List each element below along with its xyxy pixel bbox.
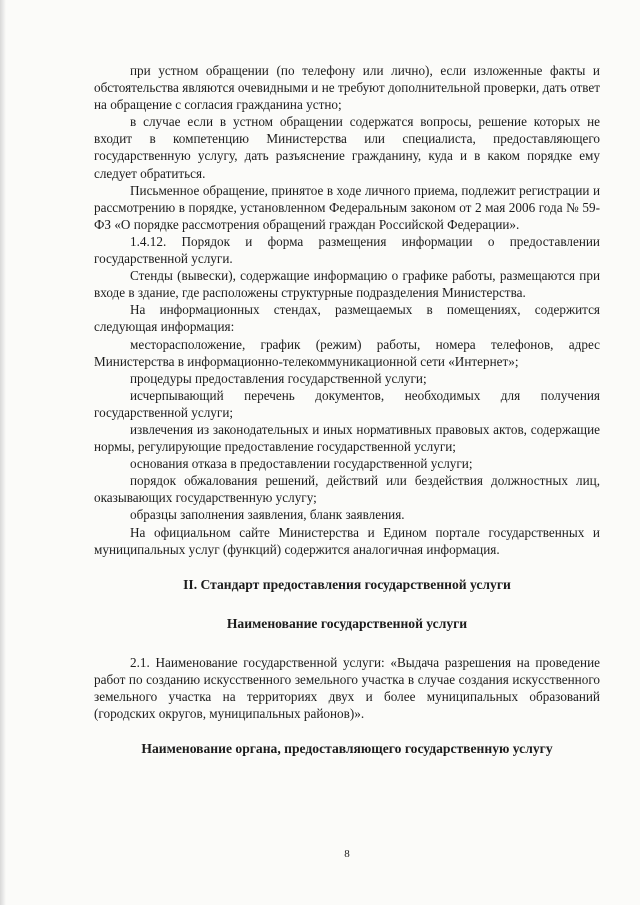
list-item-appeal-procedure: порядок обжалования решений, действий или бездействия должностных лиц, оказывающих государственную услугу; xyxy=(94,473,600,506)
page-number: 8 xyxy=(344,848,350,860)
paragraph-oral-clarification: в случае если в устном обращении содержатся вопросы, решение которых не входит в компетенцию Министерства или специалиста, предоставляющего государственную услугу, дать разъяснение гражданину, куда и в каком порядке ему следует обратиться. xyxy=(94,114,600,181)
list-item-location: месторасположение, график (режим) работы, номера телефонов, адрес Министерства в информационно-телекоммуникационной сети «Интернет»; xyxy=(94,336,600,369)
list-item-form-samples: образцы заполнения заявления, бланк заявления. xyxy=(130,507,405,523)
list-item-documents: исчерпывающий перечень документов, необходимых для получения государственной услуги; xyxy=(94,387,600,420)
list-item-procedures: процедуры предоставления государственной услуги; xyxy=(130,370,427,386)
service-name-heading: Наименование государственной услуги xyxy=(226,615,468,631)
paragraph-stands: Стенды (вывески), содержащие информацию о графике работы, размещаются при входе в здание, где расположены структурные подразделения Министерства. xyxy=(94,268,600,301)
paragraph-info-stands: На информационных стендах, размещаемых в помещениях, содержится следующая информация: xyxy=(94,302,600,335)
paragraph-website: На официальном сайте Министерства и Едином портале государственных и муниципальных услуг (функций) содержится аналогичная информация. xyxy=(94,524,600,557)
paragraph-written-appeal: Письменное обращение, принятое в ходе личного приема, подлежит регистрации и рассмотрению в порядке, установленном Федеральным законом от 2 мая 2006 года № 59-ФЗ «О порядке рассмотрения обращений граждан Российской Федерации». xyxy=(94,182,600,232)
organ-heading: Наименование органа, предоставляющего государственную услугу xyxy=(141,741,553,757)
paragraph-1-4-12: 1.4.12. Порядок и форма размещения информации о предоставлении государственной услуги. xyxy=(94,233,600,267)
list-item-refusal-grounds: основания отказа в предоставлении государственной услуги; xyxy=(130,456,473,472)
paragraph-2-1: 2.1. Наименование государственной услуги: «Выдача разрешения на проведение работ по созданию искусственного земельного участка в случае создания искусственного земельного участка на территориях двух и более муниципальных образований (городских округов, муниципальных районов)». xyxy=(94,654,600,722)
document-body xyxy=(94,62,600,757)
list-item-extracts: извлечения из законодательных и иных нормативных правовых актов, содержащие нормы, регулирующие предоставление государственной услуги; xyxy=(94,421,600,455)
scan-edge-shadow xyxy=(0,0,6,905)
paragraph-oral-answer: при устном обращении (по телефону или лично), если изложенные факты и обстоятельства являются очевидными и не требуют дополнительной проверки, дать ответ на обращение с согласия гражданина устно; xyxy=(94,63,600,113)
section-ii-heading: II. Стандарт предоставления государственной услуги xyxy=(183,576,511,592)
